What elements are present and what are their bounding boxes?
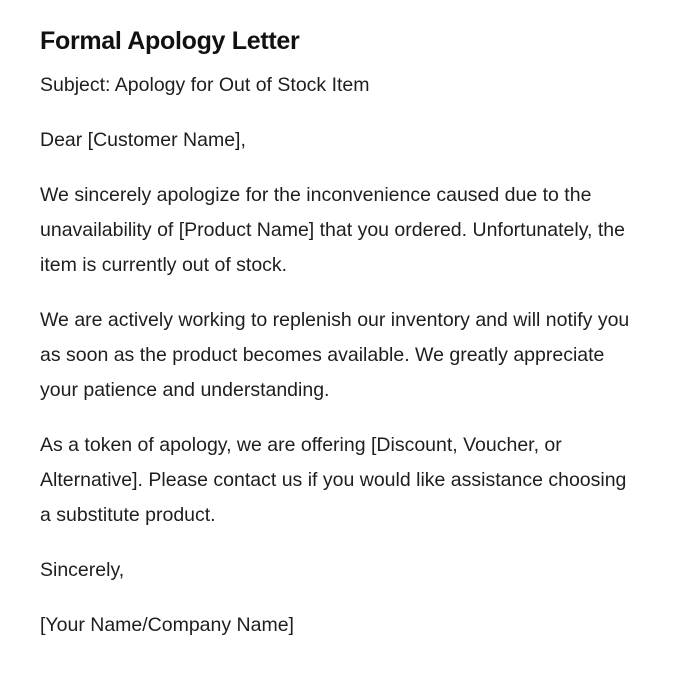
letter-subject: Subject: Apology for Out of Stock Item: [40, 74, 370, 96]
letter-salutation: Dear [Customer Name],: [40, 129, 246, 151]
letter-paragraph-restock: We are actively working to replenish our inventory and will notify you as soon as the product becomes available. We greatly appreciate your patience and understanding.: [40, 309, 630, 401]
letter-signature: [Your Name/Company Name]: [40, 614, 294, 636]
letter-paragraph-apology: We sincerely apologize for the inconvenience caused due to the unavailability of [Product Name] that you ordered. Unfortunately, the item is currently out of stock.: [40, 184, 625, 276]
letter-closing: Sincerely,: [40, 559, 125, 581]
letter-document: [40, 24, 640, 663]
letter-title: Formal Apology Letter: [40, 27, 300, 55]
letter-paragraph-offer: As a token of apology, we are offering [Discount, Voucher, or Alternative]. Please contact us if you would like assistance choosing a substitute product.: [40, 434, 627, 526]
